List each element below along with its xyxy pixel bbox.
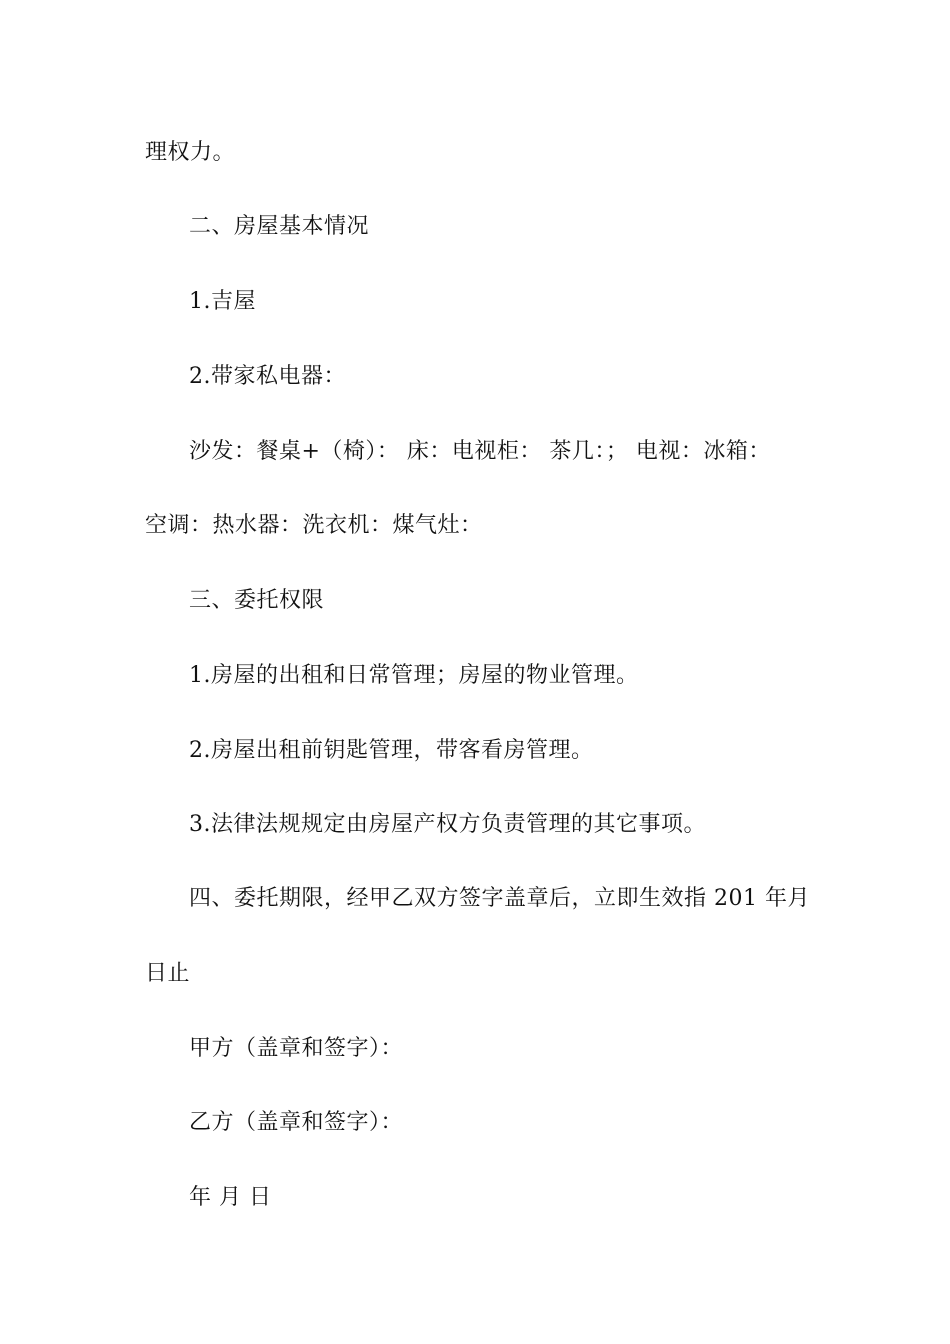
authority-item-1: 1.房屋的出租和日常管理；房屋的物业管理。 xyxy=(189,663,639,688)
list-item-furniture: 2.带家私电器： xyxy=(189,364,346,389)
party-a-signature: 甲方（盖章和签字）： xyxy=(189,1036,404,1061)
list-item-house: 1.吉屋 xyxy=(189,289,256,314)
text-line-continuation: 理权力。 xyxy=(145,140,236,165)
term-continuation: 日止 xyxy=(145,961,191,986)
authority-item-3: 3.法律法规规定由房屋产权方负责管理的其它事项。 xyxy=(189,812,706,837)
section-heading-term: 四、委托期限，经甲乙双方签字盖章后，立即生效指 201 年月 xyxy=(189,886,810,911)
section-heading-authority: 三、委托权限 xyxy=(189,588,325,613)
party-b-signature: 乙方（盖章和签字）： xyxy=(189,1110,404,1135)
authority-item-2: 2.房屋出租前钥匙管理，带客看房管理。 xyxy=(189,738,594,763)
section-heading-house-info: 二、房屋基本情况 xyxy=(189,214,370,239)
date-line: 年 月 日 xyxy=(189,1185,272,1210)
furniture-list-line-2: 空调：热水器：洗衣机：煤气灶： xyxy=(145,513,483,538)
furniture-list-line-1: 沙发：餐桌+（椅）： 床：电视柜： 茶几：； 电视：冰箱： xyxy=(189,439,771,464)
